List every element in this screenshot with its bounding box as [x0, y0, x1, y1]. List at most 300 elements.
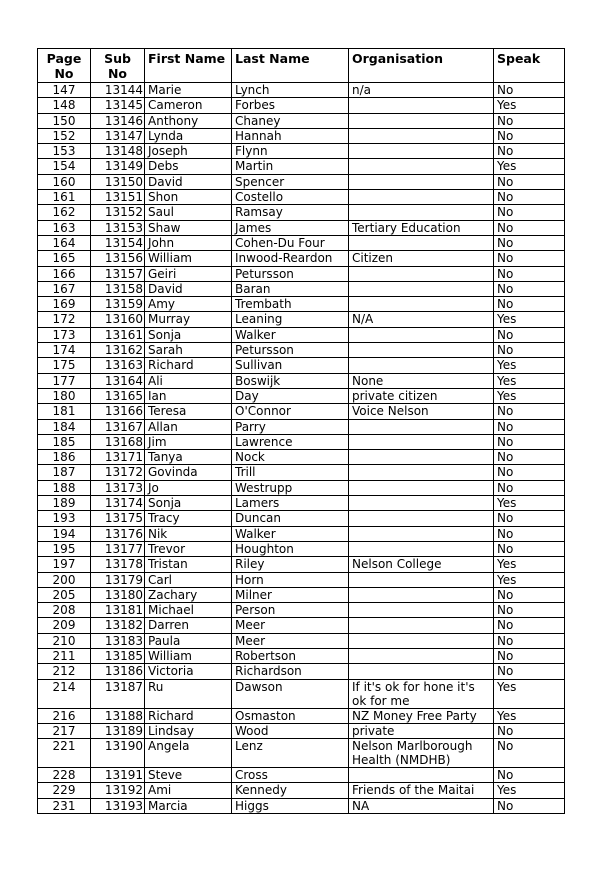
- cell-first-name: Joseph: [145, 144, 232, 159]
- cell-first-name: Paula: [145, 633, 232, 648]
- cell-page-no: 188: [38, 480, 91, 495]
- cell-speak: No: [494, 266, 565, 281]
- cell-speak: No: [494, 450, 565, 465]
- submitter-table-sheet: [37, 48, 564, 814]
- cell-sub-no: 13147: [91, 128, 145, 143]
- table-row: [38, 648, 565, 663]
- cell-sub-no: 13181: [91, 603, 145, 618]
- cell-speak: No: [494, 128, 565, 143]
- cell-organisation: [349, 159, 494, 174]
- header-page-line2: No: [54, 66, 74, 81]
- cell-last-name: Inwood-Reardon: [232, 251, 349, 266]
- cell-last-name: Robertson: [232, 648, 349, 663]
- table-row: [38, 404, 565, 419]
- cell-speak: No: [494, 465, 565, 480]
- cell-speak: Yes: [494, 358, 565, 373]
- cell-last-name: Houghton: [232, 541, 349, 556]
- cell-first-name: Tristan: [145, 557, 232, 572]
- cell-last-name: Dawson: [232, 679, 349, 708]
- cell-organisation: [349, 526, 494, 541]
- cell-sub-no: 13144: [91, 83, 145, 98]
- table-row: [38, 251, 565, 266]
- cell-last-name: Petursson: [232, 343, 349, 358]
- cell-speak: No: [494, 618, 565, 633]
- cell-first-name: Tracy: [145, 511, 232, 526]
- cell-last-name: Westrupp: [232, 480, 349, 495]
- cell-organisation: [349, 358, 494, 373]
- cell-first-name: William: [145, 251, 232, 266]
- header-page-no: [38, 49, 91, 83]
- cell-sub-no: 13179: [91, 572, 145, 587]
- cell-first-name: Sonja: [145, 327, 232, 342]
- table-row: [38, 174, 565, 189]
- table-row: [38, 526, 565, 541]
- table-row: [38, 144, 565, 159]
- cell-speak: No: [494, 174, 565, 189]
- cell-last-name: Costello: [232, 190, 349, 205]
- cell-sub-no: 13157: [91, 266, 145, 281]
- table-row: [38, 603, 565, 618]
- cell-first-name: Angela: [145, 739, 232, 768]
- cell-sub-no: 13166: [91, 404, 145, 419]
- cell-page-no: 172: [38, 312, 91, 327]
- cell-last-name: Parry: [232, 419, 349, 434]
- cell-first-name: Cameron: [145, 98, 232, 113]
- cell-sub-no: 13180: [91, 587, 145, 602]
- cell-last-name: Lynch: [232, 83, 349, 98]
- cell-organisation: N/A: [349, 312, 494, 327]
- cell-speak: No: [494, 648, 565, 663]
- cell-speak: Yes: [494, 98, 565, 113]
- table-row: [38, 190, 565, 205]
- cell-organisation: [349, 98, 494, 113]
- cell-last-name: Hannah: [232, 128, 349, 143]
- cell-first-name: Darren: [145, 618, 232, 633]
- cell-last-name: Duncan: [232, 511, 349, 526]
- cell-first-name: Shaw: [145, 220, 232, 235]
- table-row: [38, 343, 565, 358]
- submitter-table: [37, 48, 565, 814]
- cell-page-no: 161: [38, 190, 91, 205]
- table-row: [38, 83, 565, 98]
- table-row: [38, 496, 565, 511]
- cell-page-no: 229: [38, 783, 91, 798]
- cell-organisation: NZ Money Free Party: [349, 708, 494, 723]
- cell-page-no: 210: [38, 633, 91, 648]
- cell-organisation: [349, 465, 494, 480]
- cell-organisation: [349, 434, 494, 449]
- cell-sub-no: 13165: [91, 388, 145, 403]
- cell-organisation: Voice Nelson: [349, 404, 494, 419]
- cell-speak: No: [494, 343, 565, 358]
- table-row: [38, 358, 565, 373]
- cell-speak: No: [494, 281, 565, 296]
- cell-page-no: 189: [38, 496, 91, 511]
- cell-last-name: Petursson: [232, 266, 349, 281]
- table-row: [38, 281, 565, 296]
- cell-first-name: Murray: [145, 312, 232, 327]
- cell-sub-no: 13191: [91, 768, 145, 783]
- cell-last-name: Day: [232, 388, 349, 403]
- cell-sub-no: 13177: [91, 541, 145, 556]
- cell-sub-no: 13158: [91, 281, 145, 296]
- cell-sub-no: 13176: [91, 526, 145, 541]
- cell-first-name: Richard: [145, 708, 232, 723]
- cell-first-name: Marie: [145, 83, 232, 98]
- cell-speak: No: [494, 723, 565, 738]
- cell-sub-no: 13146: [91, 113, 145, 128]
- cell-speak: No: [494, 480, 565, 495]
- cell-speak: No: [494, 419, 565, 434]
- cell-organisation: [349, 205, 494, 220]
- cell-page-no: 181: [38, 404, 91, 419]
- cell-organisation: [349, 235, 494, 250]
- cell-last-name: Lawrence: [232, 434, 349, 449]
- cell-last-name: Martin: [232, 159, 349, 174]
- cell-first-name: Saul: [145, 205, 232, 220]
- cell-sub-no: 13193: [91, 798, 145, 813]
- cell-first-name: Sarah: [145, 343, 232, 358]
- cell-speak: No: [494, 327, 565, 342]
- cell-last-name: Ramsay: [232, 205, 349, 220]
- header-speak: Speak: [494, 49, 565, 83]
- cell-sub-no: 13151: [91, 190, 145, 205]
- table-row: [38, 388, 565, 403]
- cell-organisation: [349, 174, 494, 189]
- table-row: [38, 480, 565, 495]
- cell-organisation: [349, 343, 494, 358]
- cell-first-name: Zachary: [145, 587, 232, 602]
- cell-last-name: Leaning: [232, 312, 349, 327]
- cell-last-name: Trembath: [232, 297, 349, 312]
- cell-organisation: private: [349, 723, 494, 738]
- cell-organisation: [349, 618, 494, 633]
- cell-sub-no: 13173: [91, 480, 145, 495]
- cell-organisation: None: [349, 373, 494, 388]
- cell-speak: No: [494, 739, 565, 768]
- table-row: [38, 434, 565, 449]
- cell-last-name: Person: [232, 603, 349, 618]
- cell-first-name: Marcia: [145, 798, 232, 813]
- cell-speak: No: [494, 251, 565, 266]
- cell-sub-no: 13159: [91, 297, 145, 312]
- cell-sub-no: 13174: [91, 496, 145, 511]
- cell-page-no: 148: [38, 98, 91, 113]
- cell-last-name: Lenz: [232, 739, 349, 768]
- cell-speak: No: [494, 235, 565, 250]
- cell-speak: No: [494, 404, 565, 419]
- cell-sub-no: 13164: [91, 373, 145, 388]
- cell-first-name: Anthony: [145, 113, 232, 128]
- table-row: [38, 572, 565, 587]
- cell-last-name: O'Connor: [232, 404, 349, 419]
- table-row: [38, 159, 565, 174]
- cell-speak: No: [494, 190, 565, 205]
- cell-page-no: 167: [38, 281, 91, 296]
- cell-organisation: Nelson Marlborough Health (NMDHB): [349, 739, 494, 768]
- cell-first-name: Ian: [145, 388, 232, 403]
- cell-page-no: 197: [38, 557, 91, 572]
- cell-first-name: David: [145, 281, 232, 296]
- cell-speak: Yes: [494, 679, 565, 708]
- cell-first-name: Lindsay: [145, 723, 232, 738]
- cell-last-name: Cross: [232, 768, 349, 783]
- cell-page-no: 214: [38, 679, 91, 708]
- cell-last-name: Meer: [232, 618, 349, 633]
- cell-first-name: Ali: [145, 373, 232, 388]
- cell-speak: No: [494, 768, 565, 783]
- cell-sub-no: 13163: [91, 358, 145, 373]
- cell-page-no: 173: [38, 327, 91, 342]
- cell-page-no: 216: [38, 708, 91, 723]
- cell-organisation: [349, 419, 494, 434]
- cell-page-no: 195: [38, 541, 91, 556]
- cell-page-no: 154: [38, 159, 91, 174]
- cell-organisation: [349, 450, 494, 465]
- cell-sub-no: 13189: [91, 723, 145, 738]
- cell-page-no: 169: [38, 297, 91, 312]
- cell-page-no: 153: [38, 144, 91, 159]
- cell-first-name: Shon: [145, 190, 232, 205]
- cell-sub-no: 13152: [91, 205, 145, 220]
- cell-sub-no: 13150: [91, 174, 145, 189]
- cell-first-name: Michael: [145, 603, 232, 618]
- cell-page-no: 160: [38, 174, 91, 189]
- cell-organisation: Friends of the Maitai: [349, 783, 494, 798]
- cell-organisation: If it's ok for hone it's ok for me: [349, 679, 494, 708]
- cell-organisation: [349, 496, 494, 511]
- cell-page-no: 209: [38, 618, 91, 633]
- cell-sub-no: 13188: [91, 708, 145, 723]
- cell-speak: Yes: [494, 159, 565, 174]
- table-row: [38, 798, 565, 813]
- cell-speak: No: [494, 798, 565, 813]
- cell-page-no: 166: [38, 266, 91, 281]
- cell-last-name: Flynn: [232, 144, 349, 159]
- cell-organisation: [349, 113, 494, 128]
- header-sub-no: [91, 49, 145, 83]
- cell-first-name: Govinda: [145, 465, 232, 480]
- cell-page-no: 185: [38, 434, 91, 449]
- cell-first-name: Jim: [145, 434, 232, 449]
- cell-last-name: Wood: [232, 723, 349, 738]
- cell-organisation: [349, 587, 494, 602]
- cell-organisation: n/a: [349, 83, 494, 98]
- cell-organisation: [349, 664, 494, 679]
- cell-sub-no: 13162: [91, 343, 145, 358]
- cell-organisation: Tertiary Education: [349, 220, 494, 235]
- cell-page-no: 150: [38, 113, 91, 128]
- table-row: [38, 557, 565, 572]
- table-row: [38, 723, 565, 738]
- table-row: [38, 450, 565, 465]
- cell-first-name: William: [145, 648, 232, 663]
- cell-last-name: Higgs: [232, 798, 349, 813]
- cell-page-no: 174: [38, 343, 91, 358]
- cell-organisation: [349, 511, 494, 526]
- cell-page-no: 194: [38, 526, 91, 541]
- cell-sub-no: 13156: [91, 251, 145, 266]
- cell-page-no: 200: [38, 572, 91, 587]
- table-body: [38, 83, 565, 814]
- cell-sub-no: 13154: [91, 235, 145, 250]
- cell-page-no: 147: [38, 83, 91, 98]
- cell-organisation: [349, 327, 494, 342]
- cell-first-name: Allan: [145, 419, 232, 434]
- cell-sub-no: 13160: [91, 312, 145, 327]
- table-row: [38, 98, 565, 113]
- cell-first-name: Carl: [145, 572, 232, 587]
- cell-last-name: Trill: [232, 465, 349, 480]
- cell-sub-no: 13167: [91, 419, 145, 434]
- cell-sub-no: 13175: [91, 511, 145, 526]
- table-row: [38, 220, 565, 235]
- cell-last-name: Nock: [232, 450, 349, 465]
- table-row: [38, 511, 565, 526]
- cell-organisation: [349, 266, 494, 281]
- cell-sub-no: 13183: [91, 633, 145, 648]
- cell-sub-no: 13172: [91, 465, 145, 480]
- table-row: [38, 373, 565, 388]
- cell-speak: Yes: [494, 388, 565, 403]
- cell-last-name: Spencer: [232, 174, 349, 189]
- cell-organisation: [349, 128, 494, 143]
- table-row: [38, 541, 565, 556]
- header-page-line1: Page: [46, 51, 82, 66]
- cell-sub-no: 13190: [91, 739, 145, 768]
- table-row: [38, 783, 565, 798]
- cell-organisation: [349, 190, 494, 205]
- table-row: [38, 587, 565, 602]
- table-row: [38, 664, 565, 679]
- cell-speak: No: [494, 526, 565, 541]
- header-sub-line2: No: [107, 66, 128, 81]
- cell-speak: Yes: [494, 373, 565, 388]
- cell-page-no: 208: [38, 603, 91, 618]
- cell-organisation: [349, 541, 494, 556]
- cell-speak: No: [494, 205, 565, 220]
- cell-organisation: [349, 297, 494, 312]
- cell-speak: Yes: [494, 572, 565, 587]
- cell-page-no: 211: [38, 648, 91, 663]
- cell-first-name: Jo: [145, 480, 232, 495]
- cell-sub-no: 13171: [91, 450, 145, 465]
- cell-last-name: Riley: [232, 557, 349, 572]
- cell-speak: No: [494, 664, 565, 679]
- cell-speak: No: [494, 113, 565, 128]
- table-row: [38, 113, 565, 128]
- cell-first-name: Ru: [145, 679, 232, 708]
- cell-organisation: [349, 572, 494, 587]
- cell-organisation: private citizen: [349, 388, 494, 403]
- cell-page-no: 162: [38, 205, 91, 220]
- cell-organisation: Citizen: [349, 251, 494, 266]
- cell-sub-no: 13148: [91, 144, 145, 159]
- header-sub-line1: Sub: [104, 51, 131, 66]
- table-row: [38, 708, 565, 723]
- cell-last-name: Richardson: [232, 664, 349, 679]
- cell-organisation: [349, 633, 494, 648]
- cell-organisation: [349, 768, 494, 783]
- table-row: [38, 633, 565, 648]
- table-row: [38, 327, 565, 342]
- cell-page-no: 228: [38, 768, 91, 783]
- cell-speak: No: [494, 541, 565, 556]
- cell-sub-no: 13145: [91, 98, 145, 113]
- cell-sub-no: 13168: [91, 434, 145, 449]
- cell-page-no: 212: [38, 664, 91, 679]
- cell-first-name: Richard: [145, 358, 232, 373]
- cell-speak: No: [494, 144, 565, 159]
- cell-last-name: Chaney: [232, 113, 349, 128]
- table-row: [38, 679, 565, 708]
- header-last-name: Last Name: [232, 49, 349, 83]
- cell-first-name: Teresa: [145, 404, 232, 419]
- cell-page-no: 186: [38, 450, 91, 465]
- header-first-name: First Name: [145, 49, 232, 83]
- cell-first-name: Ami: [145, 783, 232, 798]
- cell-speak: No: [494, 511, 565, 526]
- table-row: [38, 266, 565, 281]
- cell-sub-no: 13178: [91, 557, 145, 572]
- table-row: [38, 618, 565, 633]
- cell-organisation: NA: [349, 798, 494, 813]
- cell-speak: No: [494, 83, 565, 98]
- cell-speak: Yes: [494, 496, 565, 511]
- cell-first-name: Sonja: [145, 496, 232, 511]
- cell-page-no: 175: [38, 358, 91, 373]
- cell-sub-no: 13153: [91, 220, 145, 235]
- cell-last-name: Meer: [232, 633, 349, 648]
- cell-page-no: 231: [38, 798, 91, 813]
- cell-last-name: Boswijk: [232, 373, 349, 388]
- cell-speak: Yes: [494, 312, 565, 327]
- cell-sub-no: 13187: [91, 679, 145, 708]
- cell-first-name: David: [145, 174, 232, 189]
- cell-page-no: 177: [38, 373, 91, 388]
- cell-organisation: [349, 281, 494, 296]
- cell-sub-no: 13185: [91, 648, 145, 663]
- cell-speak: Yes: [494, 708, 565, 723]
- cell-last-name: Sullivan: [232, 358, 349, 373]
- cell-organisation: [349, 144, 494, 159]
- cell-speak: Yes: [494, 783, 565, 798]
- cell-first-name: Lynda: [145, 128, 232, 143]
- cell-last-name: Kennedy: [232, 783, 349, 798]
- cell-sub-no: 13161: [91, 327, 145, 342]
- table-row: [38, 739, 565, 768]
- cell-first-name: John: [145, 235, 232, 250]
- table-row: [38, 235, 565, 250]
- cell-first-name: Nik: [145, 526, 232, 541]
- cell-first-name: Tanya: [145, 450, 232, 465]
- cell-first-name: Victoria: [145, 664, 232, 679]
- cell-last-name: Milner: [232, 587, 349, 602]
- cell-sub-no: 13186: [91, 664, 145, 679]
- cell-speak: No: [494, 633, 565, 648]
- cell-page-no: 221: [38, 739, 91, 768]
- table-row: [38, 297, 565, 312]
- cell-last-name: Walker: [232, 526, 349, 541]
- table-row: [38, 128, 565, 143]
- cell-page-no: 217: [38, 723, 91, 738]
- cell-page-no: 165: [38, 251, 91, 266]
- cell-page-no: 193: [38, 511, 91, 526]
- table-row: [38, 768, 565, 783]
- cell-last-name: Osmaston: [232, 708, 349, 723]
- cell-page-no: 152: [38, 128, 91, 143]
- cell-page-no: 180: [38, 388, 91, 403]
